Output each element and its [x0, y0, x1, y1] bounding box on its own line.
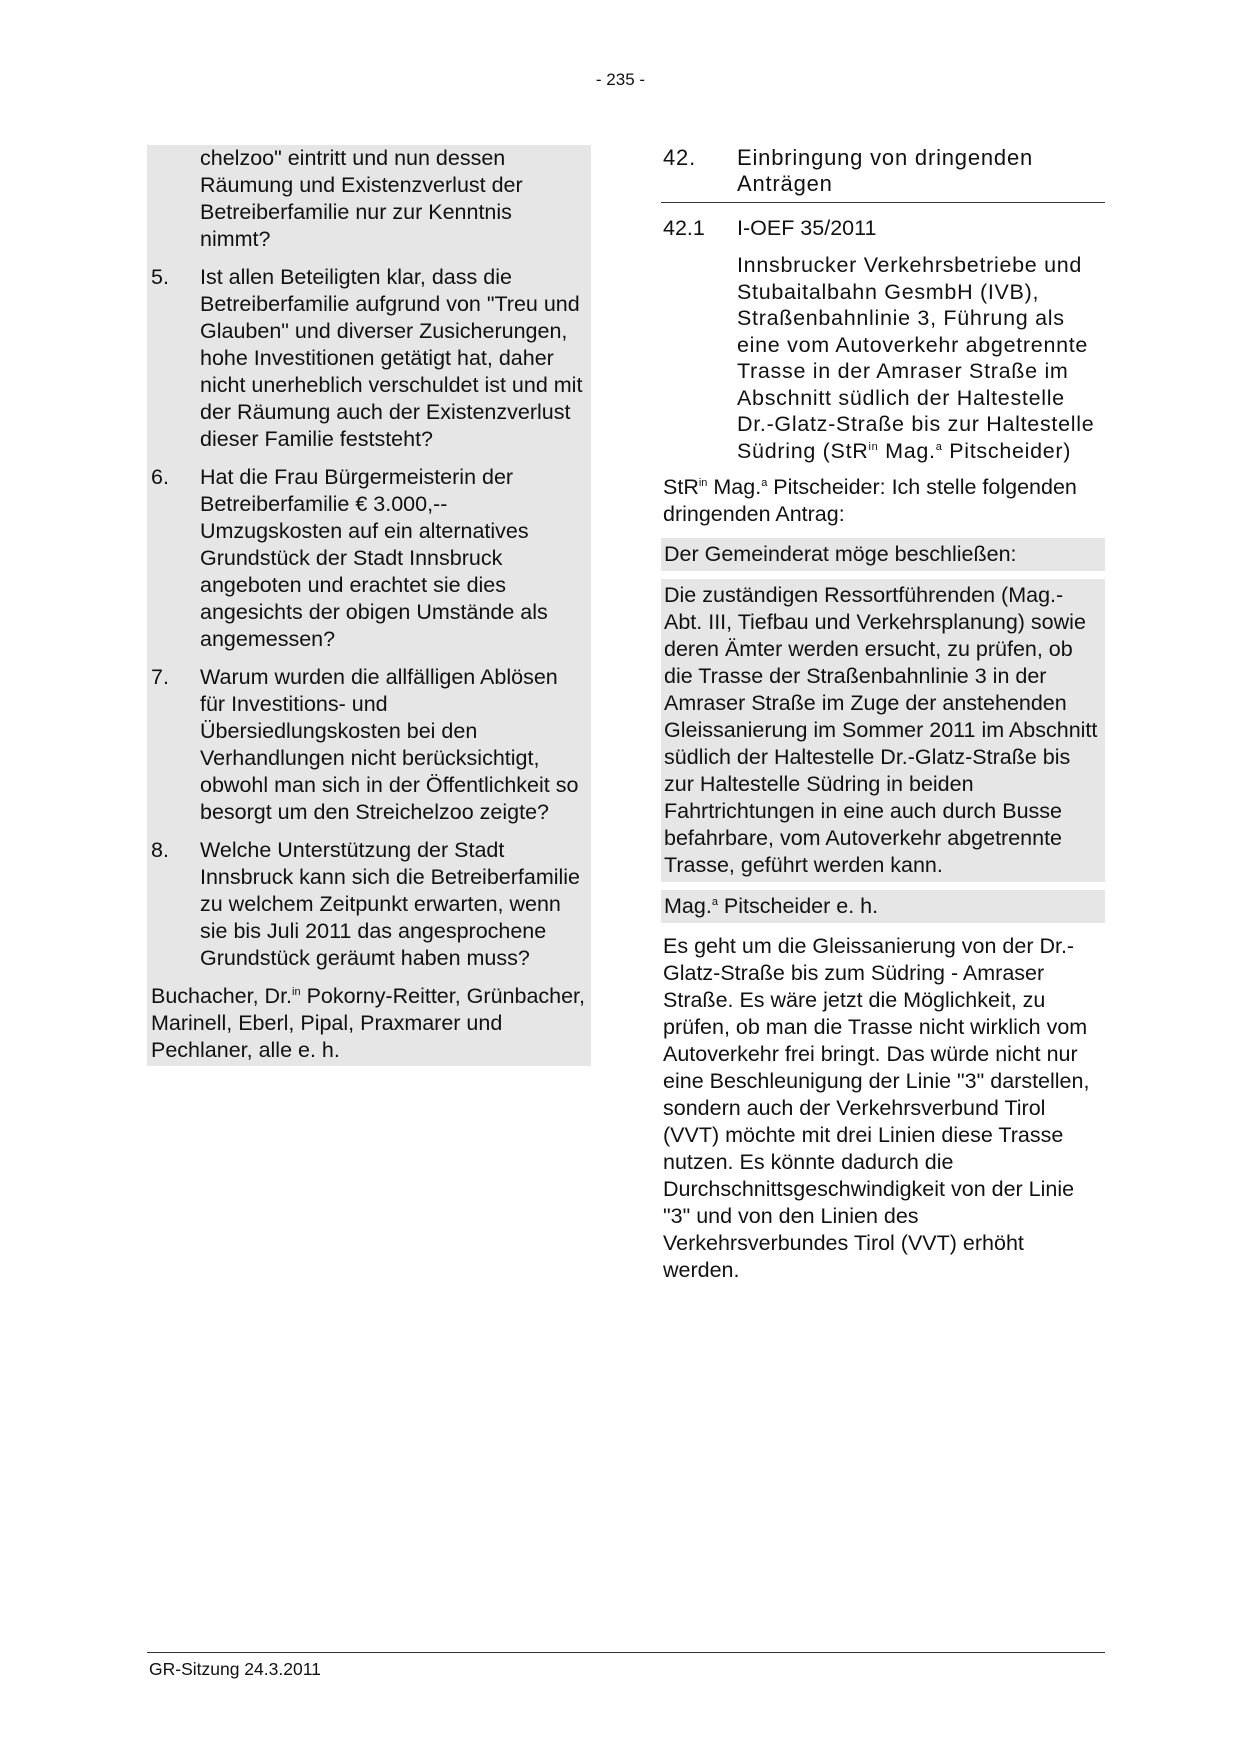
continuation-text: chelzoo" eintritt und nun dessen Räumung und Existenzverlust der Betreiberfamilie nur zur Kenntnis nimmt?: [200, 146, 523, 251]
subsection-id: I-OEF 35/2011: [737, 216, 877, 240]
motion-heading: Der Gemeinderat möge beschließen:: [661, 538, 1105, 571]
question-item: [151, 464, 587, 653]
subsection-description: Innsbrucker Verkehrsbetriebe und Stubaitalbahn GesmbH (IVB), Straßenbahnlinie 3, Führung als eine vom Autoverkehr abgetrennte Trasse in der Amraser Straße im Abschnitt südlich der Haltestelle Dr.-Glatz-Straße bis zur Haltestelle Südring (StR$^{in}$ Mag.$^a$ Pitscheider): [737, 253, 1095, 463]
question-text: Ist allen Beteiligten klar, dass die Betreiberfamilie aufgrund von "Treu und Glauben" und diverser Zusicherungen, hohe Investitionen getätigt hat, daher nicht unerheblich verschuldet ist und mit der Räumung auch der Existenzverlust dieser Familie feststeht?: [200, 265, 583, 451]
question-item: [151, 264, 587, 453]
signers: Buchacher, Dr.$^{in}$ Pokorny-Reitter, Grünbacher, Marinell, Eberl, Pipal, Praxmarer und Pechlaner, alle e. h.: [151, 984, 586, 1062]
question-number: 6.: [151, 465, 169, 489]
section-title: Einbringung von dringenden Anträgen: [737, 145, 1034, 196]
question-item: [151, 664, 587, 826]
motion-intro: StR$^{in}$ Mag.$^a$ Pitscheider: Ich stelle folgenden dringenden Antrag:: [663, 475, 1077, 526]
question-number: 8.: [151, 838, 169, 862]
question-number: 7.: [151, 665, 169, 689]
question-item: [151, 837, 587, 972]
explanation-text: Es geht um die Gleissanierung von der Dr.-Glatz-Straße bis zum Südring - Amraser Straße. Es wäre jetzt die Möglichkeit, zu prüfen, ob man die Trasse nicht wirklich vom Autoverkehr frei bringt. Das würde nicht nur eine Beschleunigung der Linie "3" darstellen, sondern auch der Verkehrsverbund Tirol (VVT) möchte mit drei Linien diese Trasse nutzen. Es könnte dadurch die Durchschnittsgeschwindigkeit von der Linie "3" und von den Linien des Verkehrsverbundes Tirol (VVT) erhöht werden.: [663, 934, 1090, 1282]
left-column: [147, 145, 591, 1066]
question-number: 5.: [151, 265, 169, 289]
section-number: 42.: [663, 145, 696, 170]
section-heading: [661, 145, 1105, 203]
right-column: [661, 145, 1105, 1284]
question-text: Hat die Frau Bürgermeisterin der Betreiberfamilie € 3.000,-- Umzugskosten auf ein alternatives Grundstück der Stadt Innsbruck angeboten und erachtet sie dies angesichts der obigen Umstände als angemessen?: [200, 465, 548, 651]
motion-box: [661, 538, 1105, 923]
question-text: Warum wurden die allfälligen Ablösen für Investitions- und Übersiedlungskosten bei den Verhandlungen nicht berücksichtigt, obwohl man sich in der Öffentlichkeit so besorgt um den Streichelzoo zeigte?: [200, 665, 579, 824]
question-text: Welche Unterstützung der Stadt Innsbruck kann sich die Betreiberfamilie zu welchem Zeitpunkt erwarten, wenn sie bis Juli 2011 das angesprochene Grundstück geräumt haben muss?: [200, 838, 581, 970]
motion-text: Die zuständigen Ressortführenden (Mag.-Abt. III, Tiefbau und Verkehrsplanung) sowie deren Ämter werden ersucht, zu prüfen, ob die Trasse der Straßenbahnlinie 3 in der Amraser Straße im Zuge der anstehenden Gleissanierung im Sommer 2011 im Abschnitt südlich der Haltestelle Dr.-Glatz-Straße bis zur Haltestelle Südring in beiden Fahrtrichtungen in eine auch durch Busse befahrbare, vom Autoverkehr abgetrennte Trasse, geführt werden kann.: [661, 579, 1105, 882]
subsection-number: 42.1: [663, 216, 705, 240]
page-number: - 235 -: [595, 70, 646, 89]
motion-signature: Mag.$^a$ Pitscheider e. h.: [661, 890, 1105, 923]
inquiry-box: [147, 145, 591, 1066]
footer-divider: [147, 1652, 1105, 1653]
footer-text: GR-Sitzung 24.3.2011: [149, 1659, 321, 1679]
subsection-heading: [661, 215, 1105, 242]
